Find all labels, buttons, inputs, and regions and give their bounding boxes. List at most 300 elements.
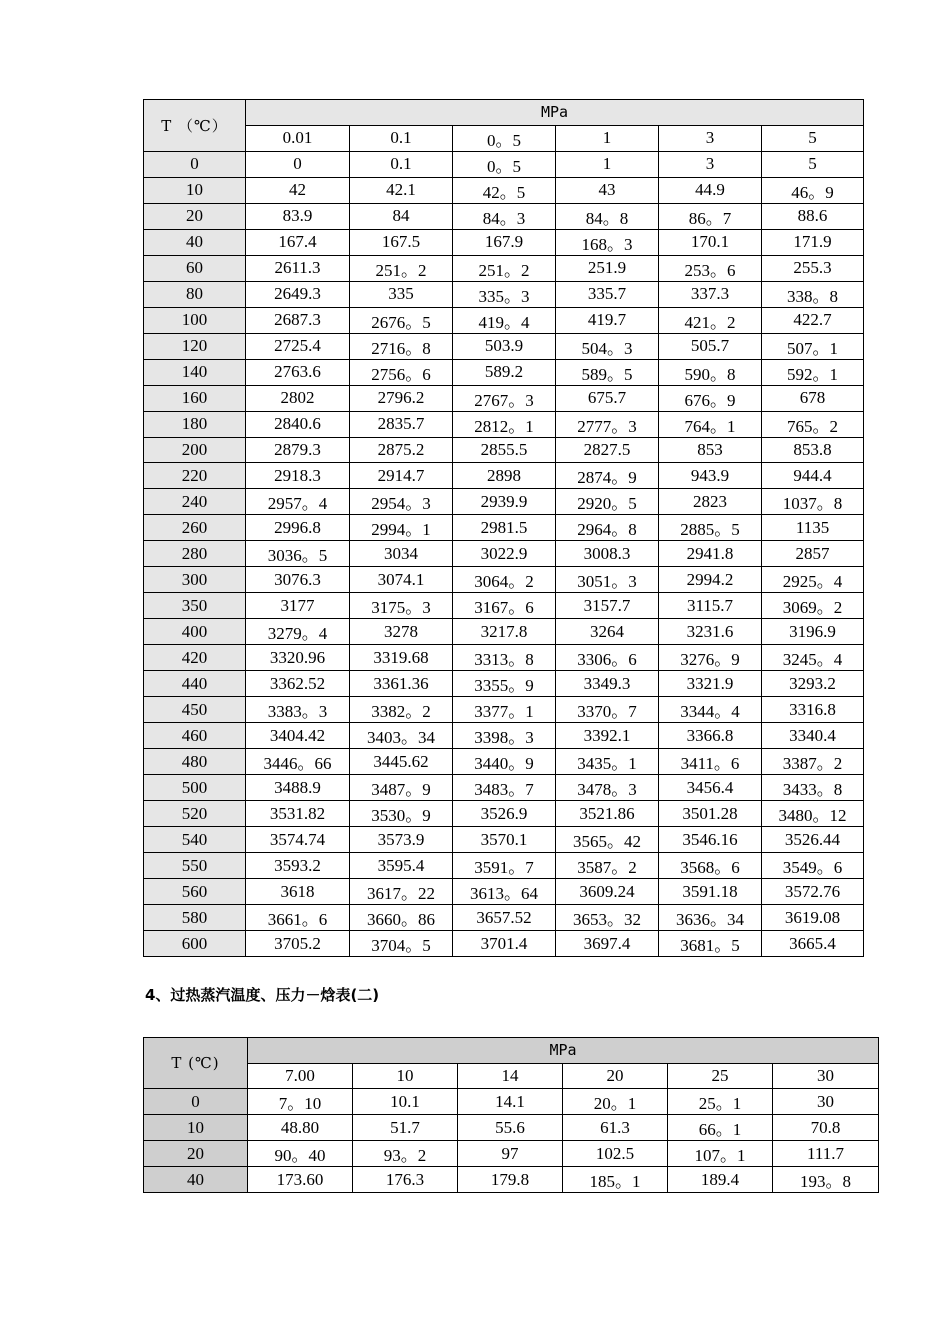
temperature-cell: 40 — [144, 1167, 248, 1193]
table-row — [144, 1141, 879, 1167]
pressure-header-cell: 14 — [458, 1063, 563, 1089]
temperature-cell: 560 — [144, 879, 246, 905]
enthalpy-cell: 3293.2 — [762, 671, 864, 697]
enthalpy-cell: 3570.1 — [453, 827, 556, 853]
temperature-cell: 60 — [144, 255, 246, 281]
enthalpy-cell: 3661。6 — [246, 905, 350, 931]
enthalpy-cell: 251。2 — [453, 255, 556, 281]
enthalpy-cell: 3618 — [246, 879, 350, 905]
temperature-cell: 260 — [144, 515, 246, 541]
table-row — [144, 177, 864, 203]
enthalpy-cell: 3064。2 — [453, 567, 556, 593]
table-row — [144, 463, 864, 489]
enthalpy-cell: 3530。9 — [350, 801, 453, 827]
enthalpy-cell: 2994。1 — [350, 515, 453, 541]
enthalpy-cell: 2676。5 — [350, 307, 453, 333]
temperature-cell: 450 — [144, 697, 246, 723]
enthalpy-cell: 335.7 — [556, 281, 659, 307]
enthalpy-cell: 111.7 — [773, 1141, 879, 1167]
enthalpy-cell: 3526.9 — [453, 801, 556, 827]
table-row — [144, 723, 864, 749]
table-row — [144, 541, 864, 567]
enthalpy-cell: 171.9 — [762, 229, 864, 255]
enthalpy-cell: 3483。7 — [453, 775, 556, 801]
enthalpy-cell: 251.9 — [556, 255, 659, 281]
enthalpy-cell: 3008.3 — [556, 541, 659, 567]
pressure-unit-header: MPa — [246, 100, 864, 126]
temperature-cell: 0 — [144, 151, 246, 177]
enthalpy-cell: 3 — [659, 151, 762, 177]
enthalpy-cell: 3231.6 — [659, 619, 762, 645]
enthalpy-cell: 3076.3 — [246, 567, 350, 593]
table-row — [144, 515, 864, 541]
enthalpy-cell: 421。2 — [659, 307, 762, 333]
temperature-cell: 480 — [144, 749, 246, 775]
temperature-cell: 100 — [144, 307, 246, 333]
temperature-cell: 580 — [144, 905, 246, 931]
table-row — [144, 853, 864, 879]
enthalpy-cell: 3320.96 — [246, 645, 350, 671]
enthalpy-cell: 853.8 — [762, 437, 864, 463]
table-row — [144, 567, 864, 593]
enthalpy-cell: 3034 — [350, 541, 453, 567]
enthalpy-cell: 3036。5 — [246, 541, 350, 567]
enthalpy-cell: 185。1 — [563, 1167, 668, 1193]
pressure-header-cell: 0。5 — [453, 125, 556, 151]
enthalpy-cell: 337.3 — [659, 281, 762, 307]
table-row — [144, 749, 864, 775]
enthalpy-cell: 3565。42 — [556, 827, 659, 853]
pressure-header-cell: 5 — [762, 125, 864, 151]
enthalpy-cell: 42.1 — [350, 177, 453, 203]
enthalpy-cell: 3697.4 — [556, 931, 659, 957]
enthalpy-cell: 3175。3 — [350, 593, 453, 619]
enthalpy-cell: 2918.3 — [246, 463, 350, 489]
enthalpy-cell: 2885。5 — [659, 515, 762, 541]
temperature-cell: 600 — [144, 931, 246, 957]
enthalpy-cell: 853 — [659, 437, 762, 463]
table-row — [144, 385, 864, 411]
enthalpy-cell: 3377。1 — [453, 697, 556, 723]
temperature-cell: 160 — [144, 385, 246, 411]
enthalpy-cell: 2954。3 — [350, 489, 453, 515]
enthalpy-cell: 168。3 — [556, 229, 659, 255]
enthalpy-cell: 3316.8 — [762, 697, 864, 723]
temperature-cell: 440 — [144, 671, 246, 697]
temperature-cell: 10 — [144, 177, 246, 203]
temperature-cell: 420 — [144, 645, 246, 671]
enthalpy-cell: 590。8 — [659, 359, 762, 385]
table-row — [144, 437, 864, 463]
enthalpy-cell: 2835.7 — [350, 411, 453, 437]
enthalpy-cell: 90。40 — [248, 1141, 353, 1167]
enthalpy-cell: 3653。32 — [556, 905, 659, 931]
temperature-cell: 460 — [144, 723, 246, 749]
enthalpy-cell: 3217.8 — [453, 619, 556, 645]
enthalpy-cell: 2964。8 — [556, 515, 659, 541]
enthalpy-cell: 86。7 — [659, 203, 762, 229]
enthalpy-cell: 3593.2 — [246, 853, 350, 879]
enthalpy-cell: 0 — [246, 151, 350, 177]
enthalpy-cell: 84 — [350, 203, 453, 229]
enthalpy-cell: 3595.4 — [350, 853, 453, 879]
enthalpy-cell: 176.3 — [353, 1167, 458, 1193]
table-row — [144, 1115, 879, 1141]
enthalpy-cell: 2763.6 — [246, 359, 350, 385]
enthalpy-cell: 3546.16 — [659, 827, 762, 853]
enthalpy-cell: 2649.3 — [246, 281, 350, 307]
enthalpy-cell: 2925。4 — [762, 567, 864, 593]
enthalpy-cell: 3276。9 — [659, 645, 762, 671]
enthalpy-cell: 3362.52 — [246, 671, 350, 697]
enthalpy-cell: 2687.3 — [246, 307, 350, 333]
enthalpy-cell: 2725.4 — [246, 333, 350, 359]
table-row — [144, 229, 864, 255]
enthalpy-cell: 504。3 — [556, 333, 659, 359]
enthalpy-cell: 7。10 — [248, 1089, 353, 1115]
enthalpy-cell: 3665.4 — [762, 931, 864, 957]
enthalpy-cell: 2777。3 — [556, 411, 659, 437]
table-row — [144, 411, 864, 437]
enthalpy-cell: 51.7 — [353, 1115, 458, 1141]
enthalpy-cell: 3574.74 — [246, 827, 350, 853]
enthalpy-cell: 419.7 — [556, 307, 659, 333]
enthalpy-cell: 2756。6 — [350, 359, 453, 385]
enthalpy-cell: 943.9 — [659, 463, 762, 489]
enthalpy-cell: 251。2 — [350, 255, 453, 281]
enthalpy-cell: 2920。5 — [556, 489, 659, 515]
enthalpy-cell: 70.8 — [773, 1115, 879, 1141]
enthalpy-cell: 764。1 — [659, 411, 762, 437]
enthalpy-cell: 503.9 — [453, 333, 556, 359]
enthalpy-cell: 66。1 — [668, 1115, 773, 1141]
enthalpy-cell: 61.3 — [563, 1115, 668, 1141]
enthalpy-cell: 2823 — [659, 489, 762, 515]
enthalpy-cell: 676。9 — [659, 385, 762, 411]
enthalpy-cell: 2941.8 — [659, 541, 762, 567]
enthalpy-cell: 3456.4 — [659, 775, 762, 801]
enthalpy-cell: 3306。6 — [556, 645, 659, 671]
enthalpy-cell: 255.3 — [762, 255, 864, 281]
enthalpy-cell: 3392.1 — [556, 723, 659, 749]
enthalpy-cell: 102.5 — [563, 1141, 668, 1167]
enthalpy-cell: 3022.9 — [453, 541, 556, 567]
enthalpy-cell: 3167。6 — [453, 593, 556, 619]
table-row — [144, 359, 864, 385]
enthalpy-cell: 2716。8 — [350, 333, 453, 359]
enthalpy-cell: 170.1 — [659, 229, 762, 255]
temperature-cell: 280 — [144, 541, 246, 567]
pressure-header-cell: 20 — [563, 1063, 668, 1089]
temperature-cell: 20 — [144, 1141, 248, 1167]
temperature-cell: 550 — [144, 853, 246, 879]
enthalpy-cell: 167.5 — [350, 229, 453, 255]
enthalpy-cell: 167.4 — [246, 229, 350, 255]
enthalpy-cell: 589。5 — [556, 359, 659, 385]
enthalpy-cell: 97 — [458, 1141, 563, 1167]
temperature-cell: 140 — [144, 359, 246, 385]
enthalpy-cell: 3313。8 — [453, 645, 556, 671]
enthalpy-cell: 3572.76 — [762, 879, 864, 905]
enthalpy-cell: 3411。6 — [659, 749, 762, 775]
enthalpy-cell: 42 — [246, 177, 350, 203]
enthalpy-cell: 3446。66 — [246, 749, 350, 775]
table-row — [144, 281, 864, 307]
enthalpy-cell: 422.7 — [762, 307, 864, 333]
enthalpy-cell: 3488.9 — [246, 775, 350, 801]
enthalpy-cell: 3521.86 — [556, 801, 659, 827]
enthalpy-cell: 3501.28 — [659, 801, 762, 827]
table-row — [144, 905, 864, 931]
enthalpy-cell: 2914.7 — [350, 463, 453, 489]
enthalpy-cell: 5 — [762, 151, 864, 177]
table-row — [144, 645, 864, 671]
enthalpy-cell: 48.80 — [248, 1115, 353, 1141]
temperature-header: T （℃） — [144, 100, 246, 152]
enthalpy-cell: 1135 — [762, 515, 864, 541]
temperature-cell: 0 — [144, 1089, 248, 1115]
enthalpy-cell: 3440。9 — [453, 749, 556, 775]
temperature-cell: 120 — [144, 333, 246, 359]
pressure-header-cell: 3 — [659, 125, 762, 151]
enthalpy-cell: 3591。7 — [453, 853, 556, 879]
enthalpy-cell: 3387。2 — [762, 749, 864, 775]
enthalpy-cell: 3196.9 — [762, 619, 864, 645]
enthalpy-cell: 505.7 — [659, 333, 762, 359]
enthalpy-cell: 419。4 — [453, 307, 556, 333]
enthalpy-cell: 20。1 — [563, 1089, 668, 1115]
enthalpy-cell: 3573.9 — [350, 827, 453, 853]
enthalpy-cell: 765。2 — [762, 411, 864, 437]
temperature-cell: 520 — [144, 801, 246, 827]
enthalpy-cell: 2827.5 — [556, 437, 659, 463]
temperature-cell: 10 — [144, 1115, 248, 1141]
enthalpy-cell: 3051。3 — [556, 567, 659, 593]
table-row — [144, 931, 864, 957]
temperature-cell: 220 — [144, 463, 246, 489]
enthalpy-cell: 88.6 — [762, 203, 864, 229]
enthalpy-cell: 3366.8 — [659, 723, 762, 749]
enthalpy-cell: 3383。3 — [246, 697, 350, 723]
enthalpy-cell: 3382。2 — [350, 697, 453, 723]
pressure-header-cell: 1 — [556, 125, 659, 151]
pressure-header-cell: 0.01 — [246, 125, 350, 151]
enthalpy-cell: 43 — [556, 177, 659, 203]
enthalpy-cell: 2857 — [762, 541, 864, 567]
temperature-cell: 200 — [144, 437, 246, 463]
table-row — [144, 1167, 879, 1193]
enthalpy-cell: 3617。22 — [350, 879, 453, 905]
enthalpy-table-1 — [143, 99, 864, 957]
table-row — [144, 775, 864, 801]
enthalpy-cell: 3349.3 — [556, 671, 659, 697]
enthalpy-cell: 338。8 — [762, 281, 864, 307]
enthalpy-cell: 84。8 — [556, 203, 659, 229]
enthalpy-cell: 589.2 — [453, 359, 556, 385]
temperature-cell: 240 — [144, 489, 246, 515]
table-row — [144, 151, 864, 177]
table-row — [144, 255, 864, 281]
enthalpy-cell: 3445.62 — [350, 749, 453, 775]
enthalpy-cell: 3480。12 — [762, 801, 864, 827]
enthalpy-cell: 3704。5 — [350, 931, 453, 957]
enthalpy-cell: 3478。3 — [556, 775, 659, 801]
table-row — [144, 203, 864, 229]
enthalpy-cell: 2996.8 — [246, 515, 350, 541]
enthalpy-cell: 2802 — [246, 385, 350, 411]
enthalpy-cell: 2812。1 — [453, 411, 556, 437]
temperature-cell: 300 — [144, 567, 246, 593]
table-row — [144, 697, 864, 723]
enthalpy-cell: 507。1 — [762, 333, 864, 359]
temperature-header: T (℃) — [144, 1038, 248, 1089]
pressure-unit-header: MPa — [248, 1038, 879, 1064]
enthalpy-cell: 46。9 — [762, 177, 864, 203]
enthalpy-cell: 3681。5 — [659, 931, 762, 957]
table-row — [144, 307, 864, 333]
enthalpy-cell: 3115.7 — [659, 593, 762, 619]
pressure-header-cell: 7.00 — [248, 1063, 353, 1089]
temperature-cell: 80 — [144, 281, 246, 307]
enthalpy-cell: 1037。8 — [762, 489, 864, 515]
enthalpy-cell: 2855.5 — [453, 437, 556, 463]
enthalpy-cell: 3319.68 — [350, 645, 453, 671]
enthalpy-cell: 2981.5 — [453, 515, 556, 541]
enthalpy-cell: 2875.2 — [350, 437, 453, 463]
enthalpy-cell: 3568。6 — [659, 853, 762, 879]
pressure-header-row — [144, 125, 864, 151]
enthalpy-cell: 3157.7 — [556, 593, 659, 619]
enthalpy-cell: 2957。4 — [246, 489, 350, 515]
enthalpy-cell: 335。3 — [453, 281, 556, 307]
enthalpy-cell: 3069。2 — [762, 593, 864, 619]
pressure-header-cell: 0.1 — [350, 125, 453, 151]
temperature-cell: 400 — [144, 619, 246, 645]
enthalpy-cell: 944.4 — [762, 463, 864, 489]
enthalpy-cell: 3435。1 — [556, 749, 659, 775]
temperature-cell: 40 — [144, 229, 246, 255]
enthalpy-cell: 675.7 — [556, 385, 659, 411]
enthalpy-cell: 84。3 — [453, 203, 556, 229]
enthalpy-cell: 167.9 — [453, 229, 556, 255]
enthalpy-cell: 592。1 — [762, 359, 864, 385]
enthalpy-cell: 3404.42 — [246, 723, 350, 749]
enthalpy-cell: 3361.36 — [350, 671, 453, 697]
enthalpy-cell: 2767。3 — [453, 385, 556, 411]
enthalpy-cell: 3526.44 — [762, 827, 864, 853]
enthalpy-cell: 3278 — [350, 619, 453, 645]
temperature-cell: 180 — [144, 411, 246, 437]
enthalpy-cell: 2879.3 — [246, 437, 350, 463]
enthalpy-cell: 3613。64 — [453, 879, 556, 905]
enthalpy-cell: 193。8 — [773, 1167, 879, 1193]
enthalpy-cell: 678 — [762, 385, 864, 411]
enthalpy-cell: 3370。7 — [556, 697, 659, 723]
table-row — [144, 827, 864, 853]
enthalpy-cell: 0。5 — [453, 151, 556, 177]
enthalpy-cell: 3074.1 — [350, 567, 453, 593]
enthalpy-cell: 3245。4 — [762, 645, 864, 671]
table-row — [144, 801, 864, 827]
enthalpy-cell: 10.1 — [353, 1089, 458, 1115]
enthalpy-cell: 2939.9 — [453, 489, 556, 515]
enthalpy-cell: 189.4 — [668, 1167, 773, 1193]
enthalpy-cell: 2994.2 — [659, 567, 762, 593]
table-row — [144, 619, 864, 645]
enthalpy-cell: 3705.2 — [246, 931, 350, 957]
table-row — [144, 879, 864, 905]
enthalpy-cell: 30 — [773, 1089, 879, 1115]
enthalpy-cell: 179.8 — [458, 1167, 563, 1193]
enthalpy-cell: 2611.3 — [246, 255, 350, 281]
enthalpy-cell: 173.60 — [248, 1167, 353, 1193]
pressure-header-cell: 30 — [773, 1063, 879, 1089]
enthalpy-cell: 107。1 — [668, 1141, 773, 1167]
enthalpy-cell: 3660。86 — [350, 905, 453, 931]
temperature-cell: 350 — [144, 593, 246, 619]
enthalpy-cell: 3403。34 — [350, 723, 453, 749]
enthalpy-cell: 3340.4 — [762, 723, 864, 749]
enthalpy-cell: 3279。4 — [246, 619, 350, 645]
enthalpy-cell: 3487。9 — [350, 775, 453, 801]
enthalpy-cell: 3321.9 — [659, 671, 762, 697]
enthalpy-cell: 2796.2 — [350, 385, 453, 411]
temperature-cell: 20 — [144, 203, 246, 229]
pressure-header-row — [144, 1063, 879, 1089]
enthalpy-cell: 3591.18 — [659, 879, 762, 905]
enthalpy-cell: 83.9 — [246, 203, 350, 229]
enthalpy-cell: 3609.24 — [556, 879, 659, 905]
enthalpy-cell: 2874。9 — [556, 463, 659, 489]
enthalpy-cell: 3636。34 — [659, 905, 762, 931]
enthalpy-cell: 2898 — [453, 463, 556, 489]
pressure-header-cell: 10 — [353, 1063, 458, 1089]
table-row — [144, 489, 864, 515]
table-caption: 4、过热蒸汽温度、压力－焓表(二) — [145, 986, 380, 1004]
enthalpy-cell: 0.1 — [350, 151, 453, 177]
table-row — [144, 333, 864, 359]
enthalpy-cell: 3531.82 — [246, 801, 350, 827]
temperature-cell: 540 — [144, 827, 246, 853]
enthalpy-cell: 14.1 — [458, 1089, 563, 1115]
enthalpy-cell: 2840.6 — [246, 411, 350, 437]
enthalpy-cell: 3657.52 — [453, 905, 556, 931]
enthalpy-cell: 3344。4 — [659, 697, 762, 723]
enthalpy-cell: 1 — [556, 151, 659, 177]
temperature-cell: 500 — [144, 775, 246, 801]
table-row — [144, 1089, 879, 1115]
enthalpy-cell: 42。5 — [453, 177, 556, 203]
enthalpy-cell: 25。1 — [668, 1089, 773, 1115]
enthalpy-cell: 3549。6 — [762, 853, 864, 879]
enthalpy-cell: 335 — [350, 281, 453, 307]
enthalpy-cell: 3177 — [246, 593, 350, 619]
enthalpy-cell: 44.9 — [659, 177, 762, 203]
enthalpy-cell: 3587。2 — [556, 853, 659, 879]
table-row — [144, 671, 864, 697]
enthalpy-cell: 3701.4 — [453, 931, 556, 957]
enthalpy-cell: 3398。3 — [453, 723, 556, 749]
enthalpy-cell: 253。6 — [659, 255, 762, 281]
enthalpy-cell: 3619.08 — [762, 905, 864, 931]
enthalpy-table-2 — [143, 1037, 879, 1193]
enthalpy-cell: 55.6 — [458, 1115, 563, 1141]
enthalpy-cell: 3433。8 — [762, 775, 864, 801]
enthalpy-cell: 93。2 — [353, 1141, 458, 1167]
enthalpy-cell: 3264 — [556, 619, 659, 645]
table-row — [144, 593, 864, 619]
enthalpy-cell: 3355。9 — [453, 671, 556, 697]
